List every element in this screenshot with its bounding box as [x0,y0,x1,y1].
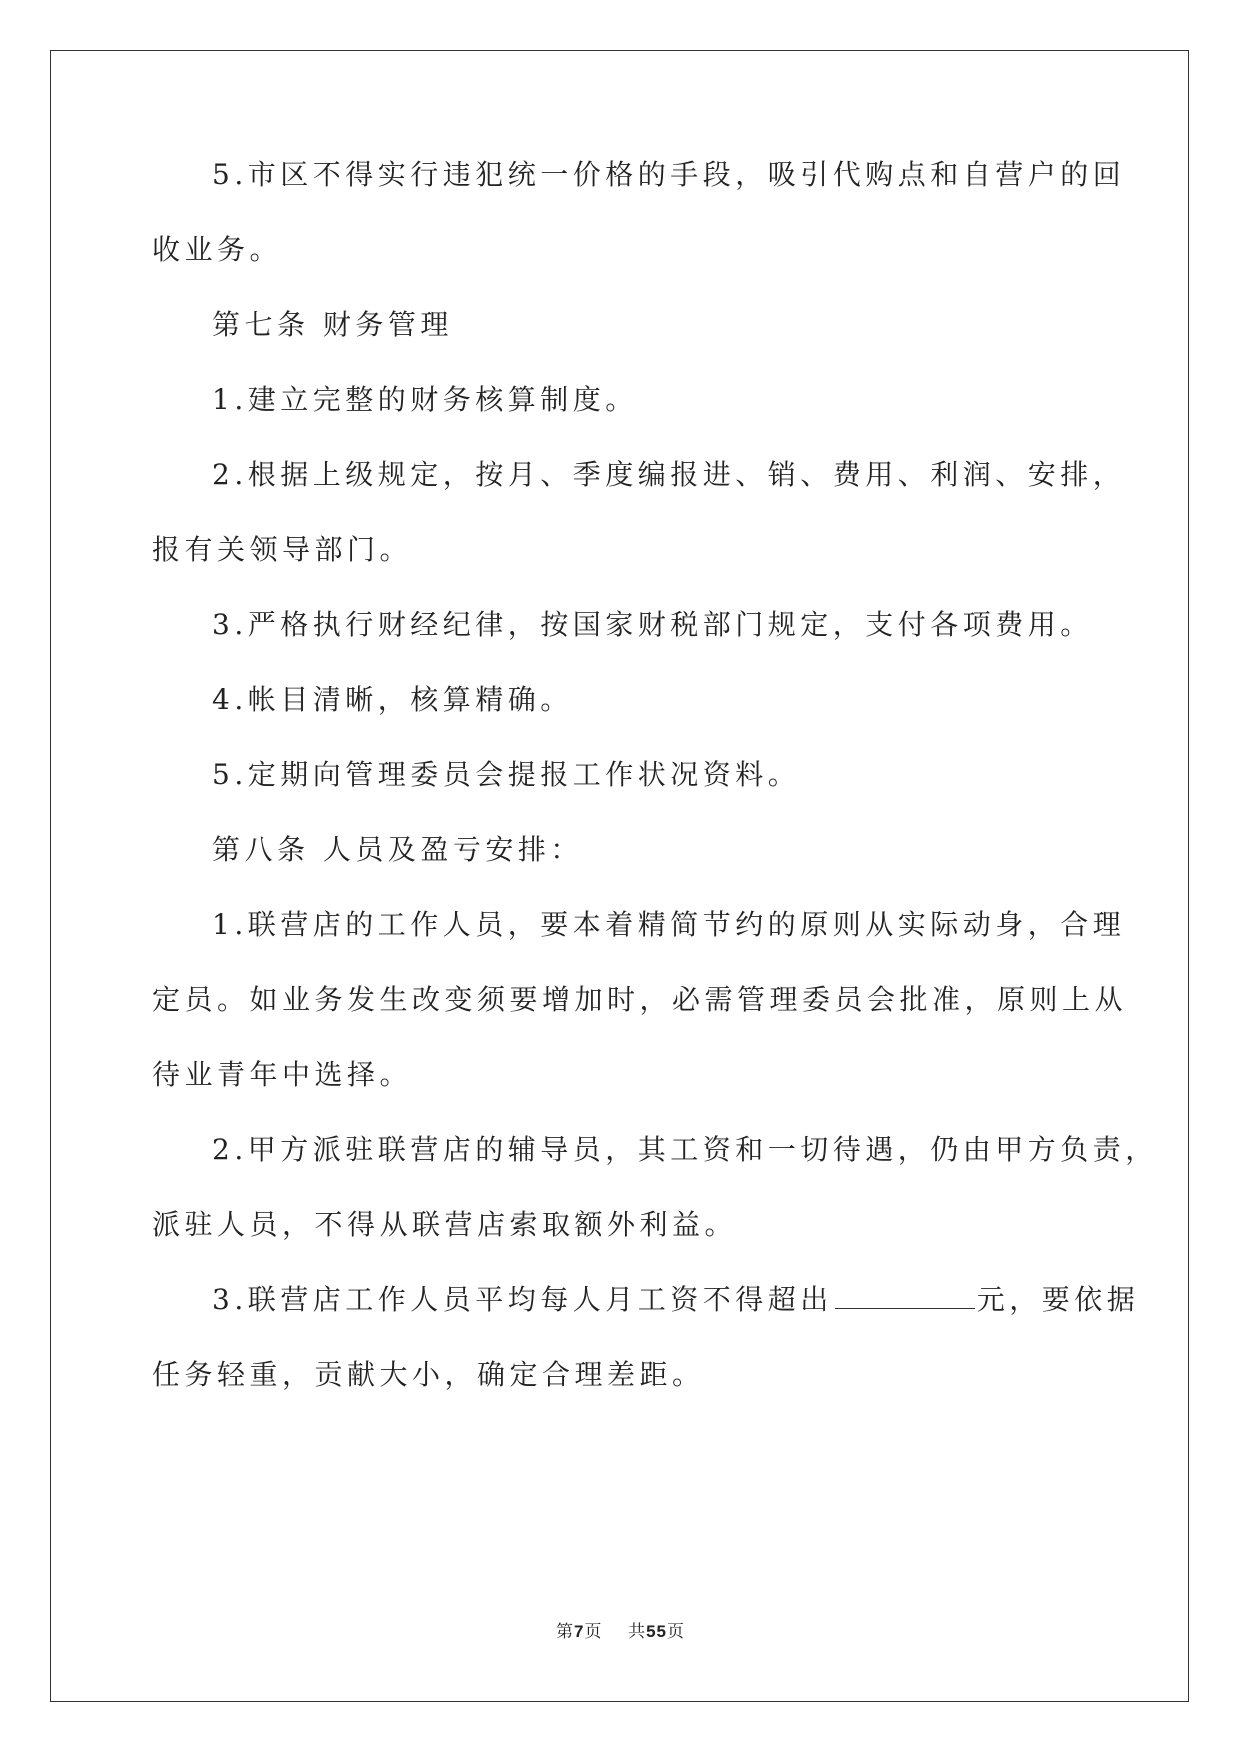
article-8-heading: 第八条 人员及盈亏安排： [212,833,583,866]
article-7-item-1: 1.建立完整的财务核算制度。 [212,383,638,416]
article-7-item-2-line-2: 报有关领导部门。 [152,533,413,566]
footer-mid: 页 共 [584,1622,647,1642]
page-footer [0,1617,1241,1642]
footer-suffix: 页 [667,1622,685,1642]
article-8-item-1-line-3: 待业青年中选择。 [152,1058,413,1091]
article-8-item-3-text-before-blank: 3.联营店工作人员平均每人月工资不得超出 [212,1283,833,1316]
article-8-item-1-line-1: 1.联营店的工作人员，要本着精简节约的原则从实际动身，合理 [212,908,1126,941]
article-7-item-5: 5.定期向管理委员会提报工作状况资料。 [212,758,801,791]
article-7-item-2-line-1: 2.根据上级规定，按月、季度编报进、销、费用、利润、安排， [212,458,1126,491]
paragraph-item-5-line-1: 5.市区不得实行违犯统一价格的手段，吸引代购点和自营户的回 [212,158,1126,191]
article-8-item-2-line-2: 派驻人员，不得从联营店索取额外利益。 [152,1208,738,1241]
article-7-item-3: 3.严格执行财经纪律，按国家财税部门规定，支付各项费用。 [212,608,1093,641]
page-border [50,50,1189,1702]
paragraph-item-5-line-2: 收业务。 [152,233,283,266]
current-page-number: 7 [573,1622,585,1641]
footer-prefix: 第 [555,1622,574,1642]
article-7-item-4: 4.帐目清晰，核算精确。 [212,683,573,716]
article-8-item-2-line-1: 2.甲方派驻联营店的辅导员，其工资和一切待遇，仍由甲方负责， [212,1133,1158,1166]
salary-blank-field [835,1282,975,1309]
article-8-item-3-line-1 [212,1280,1139,1320]
article-8-item-3-line-2: 任务轻重，贡献大小，确定合理差距。 [152,1358,705,1391]
article-7-heading: 第七条 财务管理 [212,308,453,341]
article-8-item-1-line-2: 定员。如业务发生改变须要增加时，必需管理委员会批准，原则上从 [152,983,1128,1016]
total-pages-number: 55 [646,1622,667,1641]
article-8-item-3-text-after-blank: 元，要依据 [976,1283,1140,1316]
